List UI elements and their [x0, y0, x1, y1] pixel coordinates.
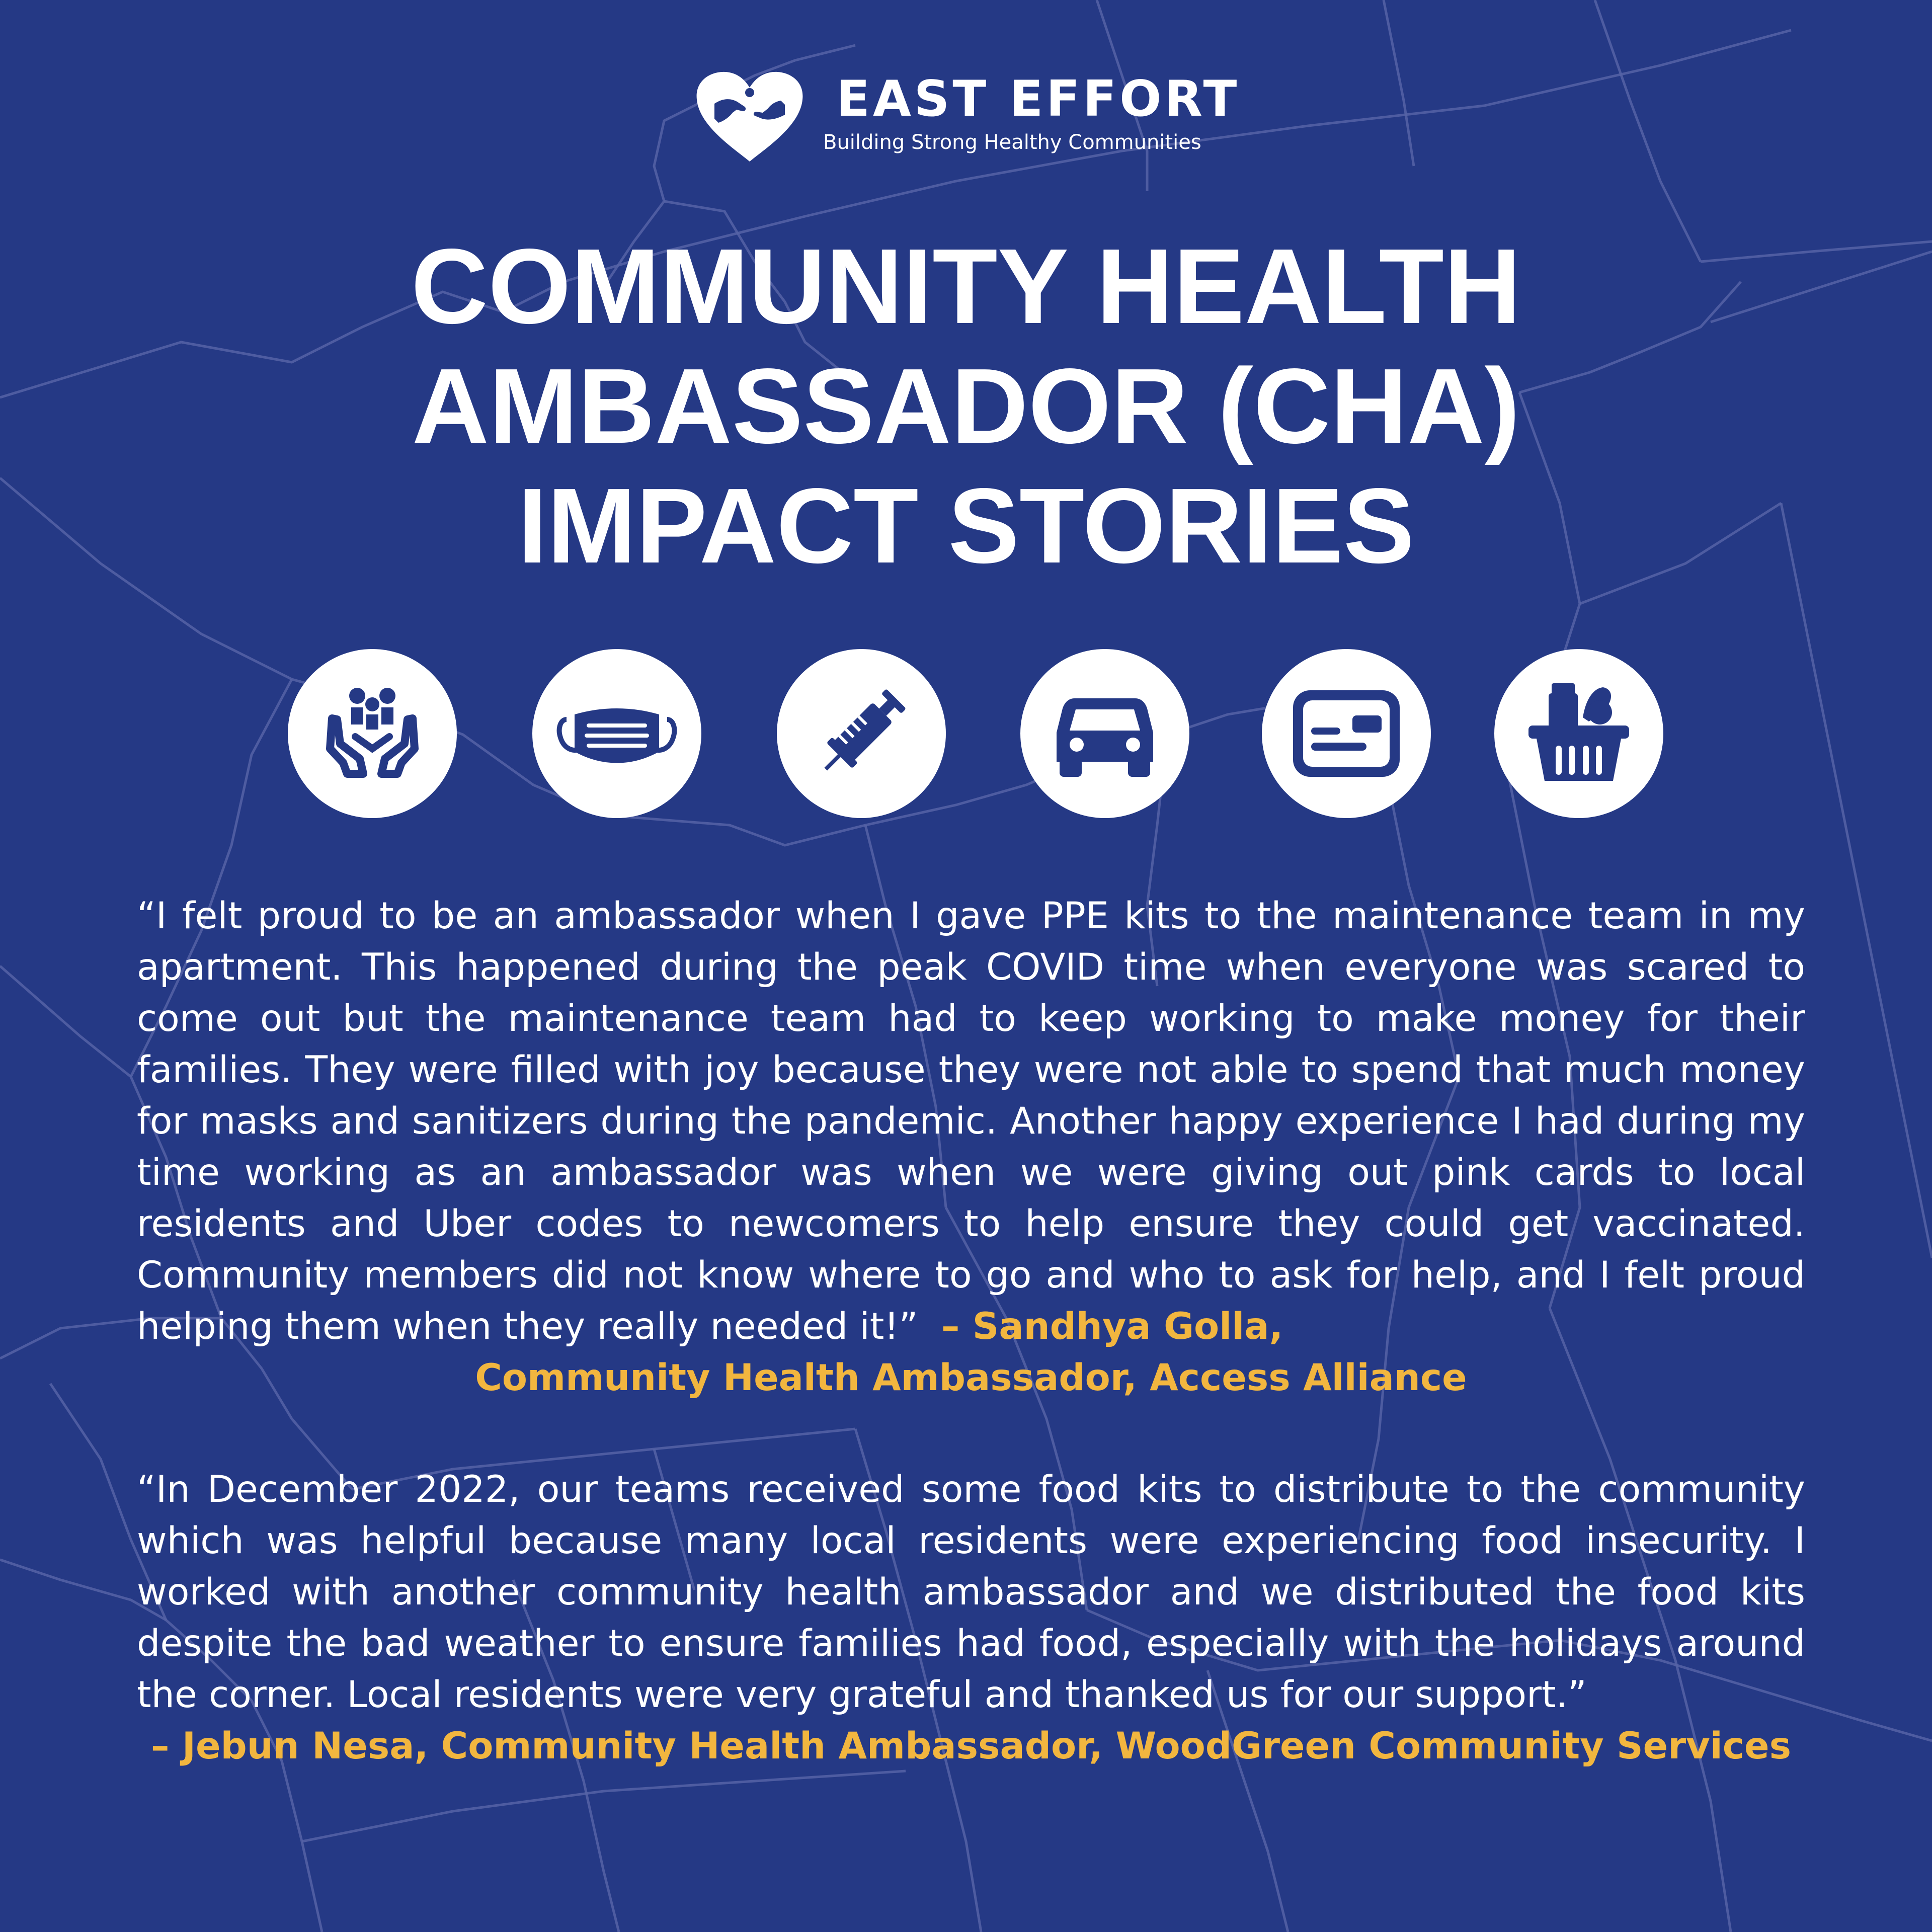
quote-author: – Sandhya Golla, — [941, 1305, 1283, 1348]
brand-logo — [694, 65, 1248, 166]
heart-hands-icon — [694, 68, 805, 164]
title-line-2: AMBASSADOR (CHA) — [412, 346, 1520, 465]
quote-author-affiliation: Community Health Ambassador, Access Alliance — [475, 1356, 1467, 1399]
title-line-3: IMPACT STORIES — [517, 466, 1415, 585]
page-title — [0, 226, 1932, 586]
syringe-icon — [777, 649, 946, 818]
card-icon — [1262, 649, 1431, 818]
icon-row — [0, 649, 1932, 820]
community-hands-icon — [288, 649, 457, 818]
quote-text: “I felt proud to be an ambassador when I gave PPE kits to the maintenance team in my apartment. This happened during the peak COVID time when everyone was scared to come out but the maintenance team had to keep working to make money for their families. They were filled with joy because they were not able to spend that much money for masks and sanitizers during the pandemic. Another happy experience I had during my time working as an ambassador was when we were giving out pink cards to local residents and Uber codes to newcomers to help ensure they could get vaccinated. Community members did not know where to go and who to ask for help, and I felt proud helping them when they really needed it!” — [137, 895, 1805, 1348]
brand-name: EAST EFFORT — [836, 70, 1240, 128]
quote-jebun — [137, 1464, 1805, 1772]
brand-tagline: Building Strong Healthy Communities — [823, 131, 1201, 154]
quote-sandhya — [137, 891, 1805, 1404]
title-line-1: COMMUNITY HEALTH — [411, 226, 1521, 346]
car-icon — [1020, 649, 1189, 818]
quote-author: – Jebun Nesa, Community Health Ambassador, WoodGreen Community Services — [150, 1725, 1792, 1767]
quote-text: “In December 2022, our teams received some food kits to distribute to the community which was helpful because many local residents were experiencing food insecurity. I worked with another community health ambassador and we distributed the food kits despite the bad weather to ensure families had food, especially with the holidays around the corner. Local residents were very grateful and thanked us for our support.” — [137, 1468, 1805, 1716]
face-mask-icon — [532, 649, 701, 818]
grocery-basket-icon — [1494, 649, 1663, 818]
